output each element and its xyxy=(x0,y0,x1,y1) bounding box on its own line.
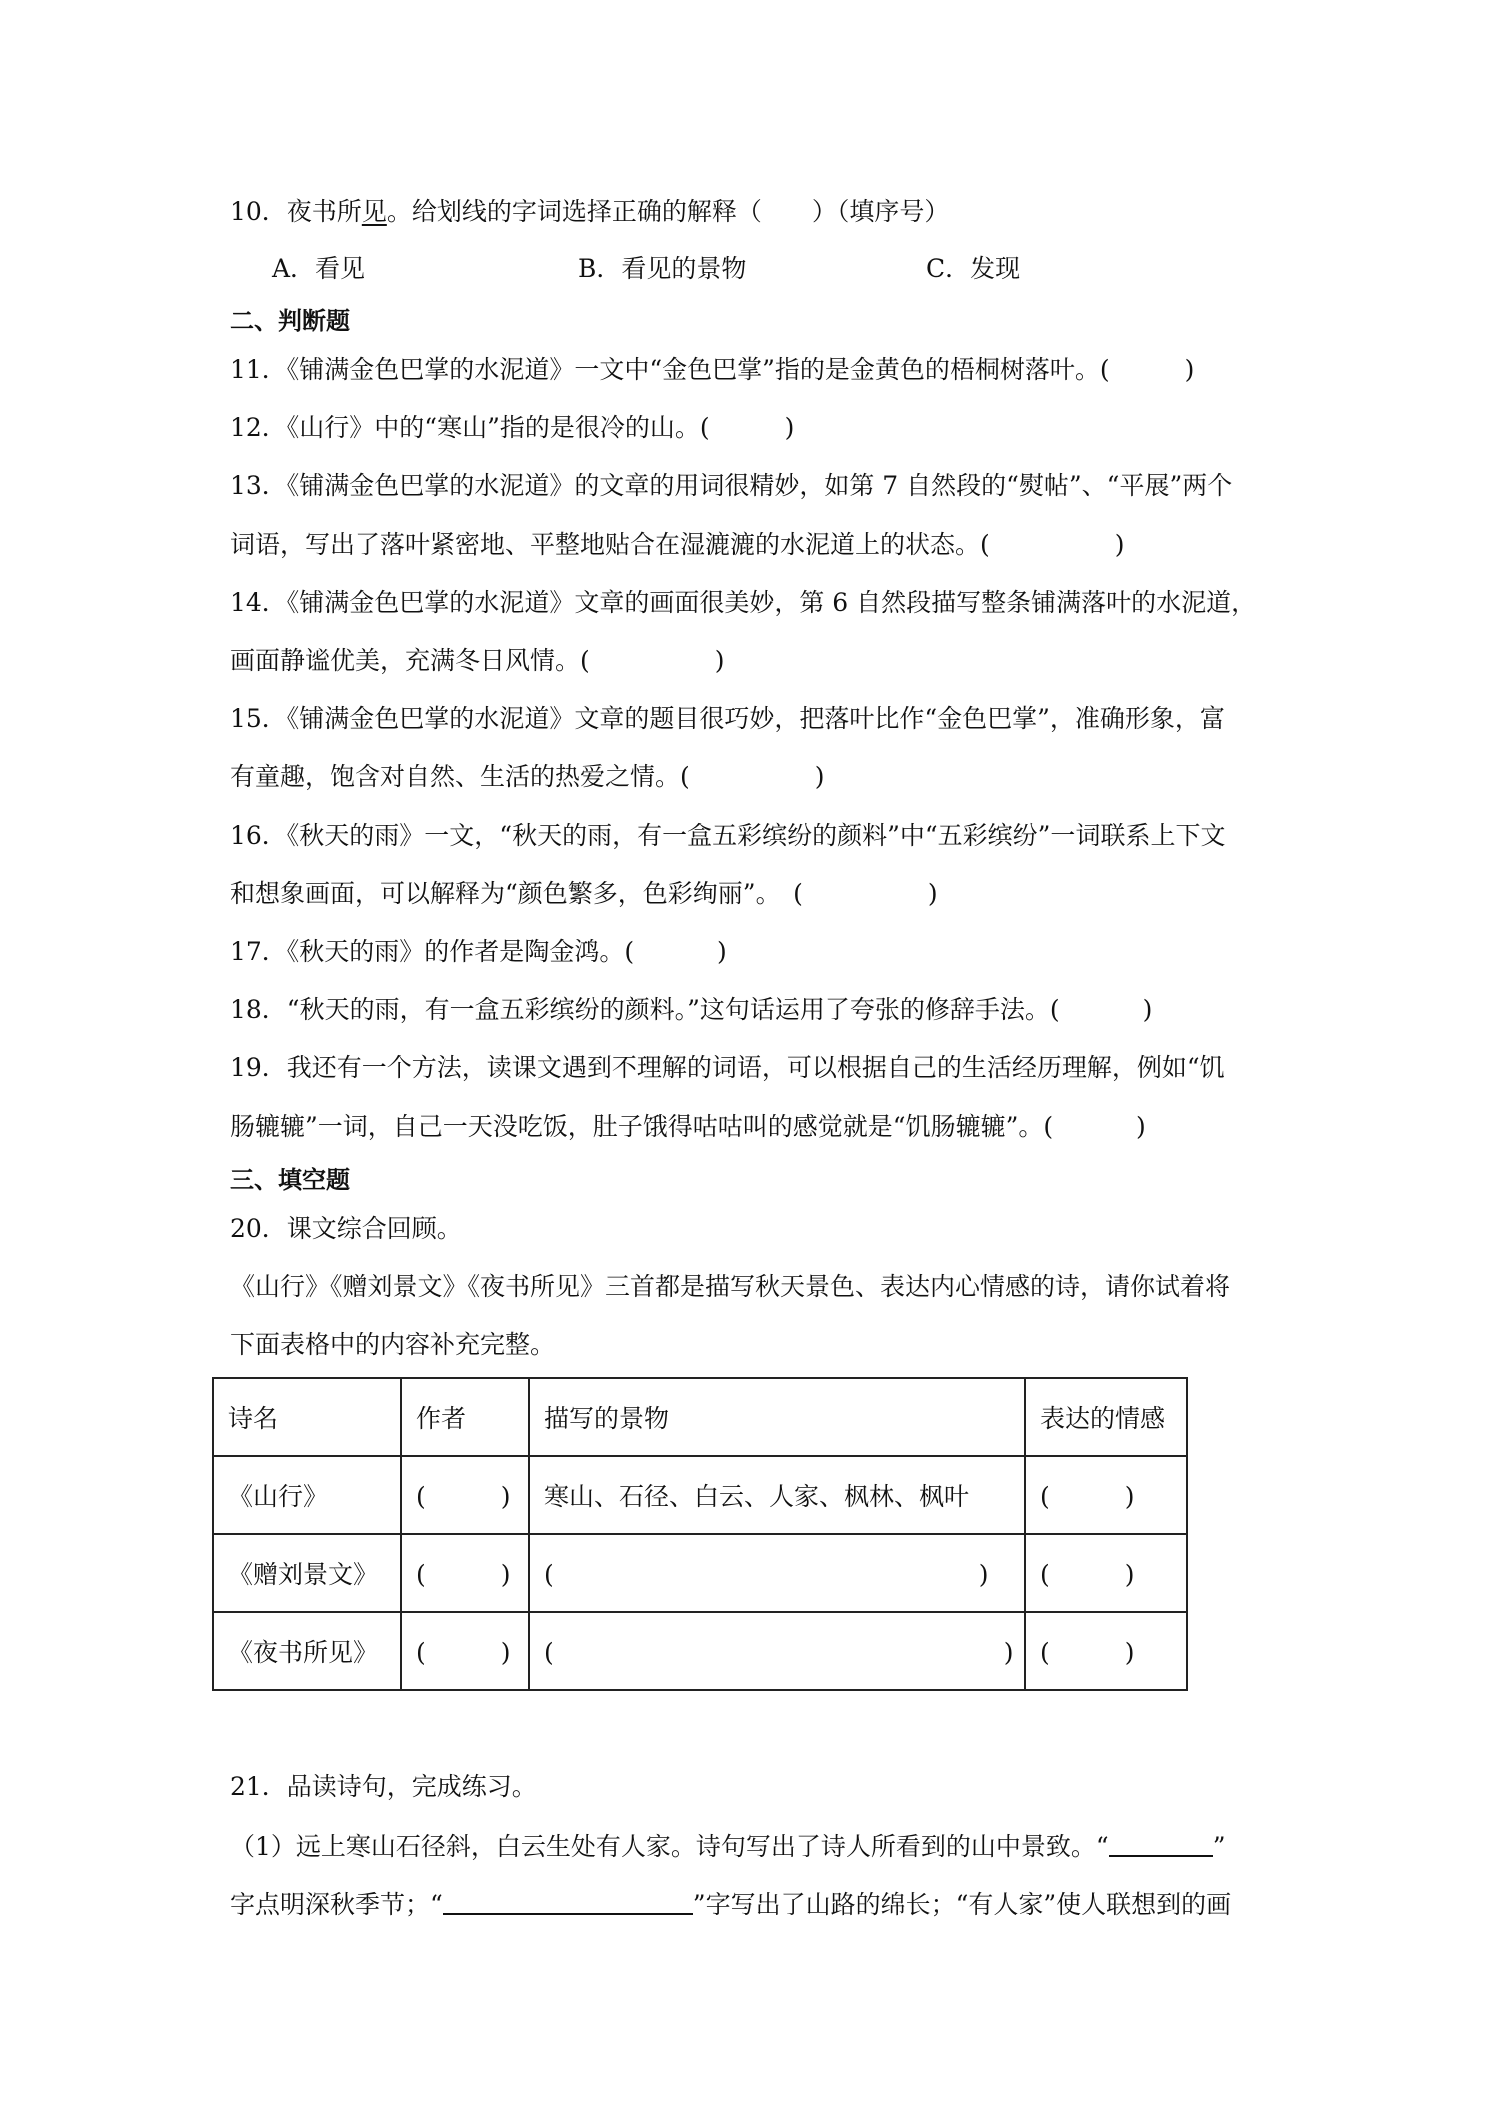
q10-underlined-word: 见 xyxy=(361,197,387,226)
q21-text: ”字写出了山路的绵长；“有人家”使人联想到的画 xyxy=(692,1890,1232,1919)
judge-line: 词语，写出了落叶紧密地、平整地贴合在湿漉漉的水泥道上的状态。( ) xyxy=(230,530,1125,559)
author-blank[interactable]: ( ) xyxy=(401,1456,529,1534)
scenery-cell: 寒山、石径、白云、人家、枫林、枫叶 xyxy=(529,1456,1025,1534)
judge-line: 14．《铺满金色巴掌的水泥道》文章的画面很美妙，第 6 自然段描写整条铺满落叶的水泥道， xyxy=(230,588,1257,617)
judge-line: 13．《铺满金色巴掌的水泥道》的文章的用词很精妙，如第 7 自然段的“熨帖”、“平展”两个 xyxy=(230,471,1233,500)
q20-intro: 下面表格中的内容补充完整。 xyxy=(230,1330,556,1359)
judge-line: 17．《秋天的雨》的作者是陶金鸿。( ) xyxy=(230,937,727,966)
q20-intro: 《山行》《赠刘景文》《夜书所见》三首都是描写秋天景色、表达内心情感的诗，请你试着将 xyxy=(230,1272,1231,1301)
judge-line: 和想象画面，可以解释为“颜色繁多，色彩绚丽”。 ( ) xyxy=(230,879,938,908)
q21-text: ” xyxy=(1212,1832,1226,1861)
judge-line: 12．《山行》中的“寒山”指的是很冷的山。( ) xyxy=(230,413,795,442)
poem-table xyxy=(212,1377,1188,1691)
author-blank[interactable]: ( ) xyxy=(401,1534,529,1612)
q21-line xyxy=(230,1887,1231,1922)
emotion-blank[interactable]: ( ) xyxy=(1025,1612,1187,1690)
section-heading-judge: 二、判断题 xyxy=(230,307,350,335)
judge-line: 11．《铺满金色巴掌的水泥道》一文中“金色巴掌”指的是金黄色的梧桐树落叶。( ) xyxy=(230,355,1195,384)
scenery-blank[interactable]: ( ) xyxy=(529,1612,1025,1690)
judge-line: 有童趣，饱含对自然、生活的热爱之情。( ) xyxy=(230,762,825,791)
q21-line xyxy=(230,1829,1225,1864)
table-header-row xyxy=(213,1378,1187,1456)
judge-line: 19．我还有一个方法，读课文遇到不理解的词语，可以根据自己的生活经历理解，例如“饥 xyxy=(230,1053,1225,1082)
q10-option-b: B．看见的景物 xyxy=(578,254,747,283)
q10-prefix: 10．夜书所 xyxy=(230,197,362,226)
header-cell-poem: 诗名 xyxy=(213,1378,401,1456)
emotion-blank[interactable]: ( ) xyxy=(1025,1534,1187,1612)
poem-name-cell: 《夜书所见》 xyxy=(213,1612,401,1690)
table-row xyxy=(213,1456,1187,1534)
header-cell-emotion: 表达的情感 xyxy=(1025,1378,1187,1456)
judge-line: 肠辘辘”一词，自己一天没吃饭，肚子饿得咕咕叫的感觉就是“饥肠辘辘”。( ) xyxy=(230,1112,1146,1141)
scenery-blank[interactable]: ( ) xyxy=(529,1534,1025,1612)
header-cell-scenery: 描写的景物 xyxy=(529,1378,1025,1456)
q10-option-a: A．看见 xyxy=(272,254,366,283)
q21-text: 字点明深秋季节；“ xyxy=(230,1890,443,1919)
fill-blank-season[interactable] xyxy=(1109,1829,1213,1857)
table-row xyxy=(213,1612,1187,1690)
judge-line: 画面静谧优美，充满冬日风情。( ) xyxy=(230,646,725,675)
q10-line xyxy=(230,195,949,229)
section-heading-fill: 三、填空题 xyxy=(230,1166,350,1194)
emotion-blank[interactable]: ( ) xyxy=(1025,1456,1187,1534)
poem-name-cell: 《赠刘景文》 xyxy=(213,1534,401,1612)
author-blank[interactable]: ( ) xyxy=(401,1612,529,1690)
judge-line: 18．“秋天的雨，有一盒五彩缤纷的颜料。”这句话运用了夸张的修辞手法。( ) xyxy=(230,995,1153,1024)
q21-title: 21．品读诗句，完成练习。 xyxy=(230,1772,537,1801)
fill-blank-path[interactable] xyxy=(443,1887,693,1915)
q10-suffix: 。给划线的字词选择正确的解释（ ）（填序号） xyxy=(386,197,950,226)
judge-line: 15．《铺满金色巴掌的水泥道》文章的题目很巧妙，把落叶比作“金色巴掌”，准确形象，富 xyxy=(230,704,1225,733)
poem-name-cell: 《山行》 xyxy=(213,1456,401,1534)
table-row xyxy=(213,1534,1187,1612)
header-cell-author: 作者 xyxy=(401,1378,529,1456)
q21-text: （1）远上寒山石径斜，白云生处有人家。诗句写出了诗人所看到的山中景致。“ xyxy=(230,1832,1109,1861)
judge-line: 16．《秋天的雨》一文，“秋天的雨，有一盒五彩缤纷的颜料”中“五彩缤纷”一词联系上下文 xyxy=(230,821,1226,850)
q20-title: 20．课文综合回顾。 xyxy=(230,1214,462,1243)
q10-option-c: C．发现 xyxy=(926,254,1021,283)
